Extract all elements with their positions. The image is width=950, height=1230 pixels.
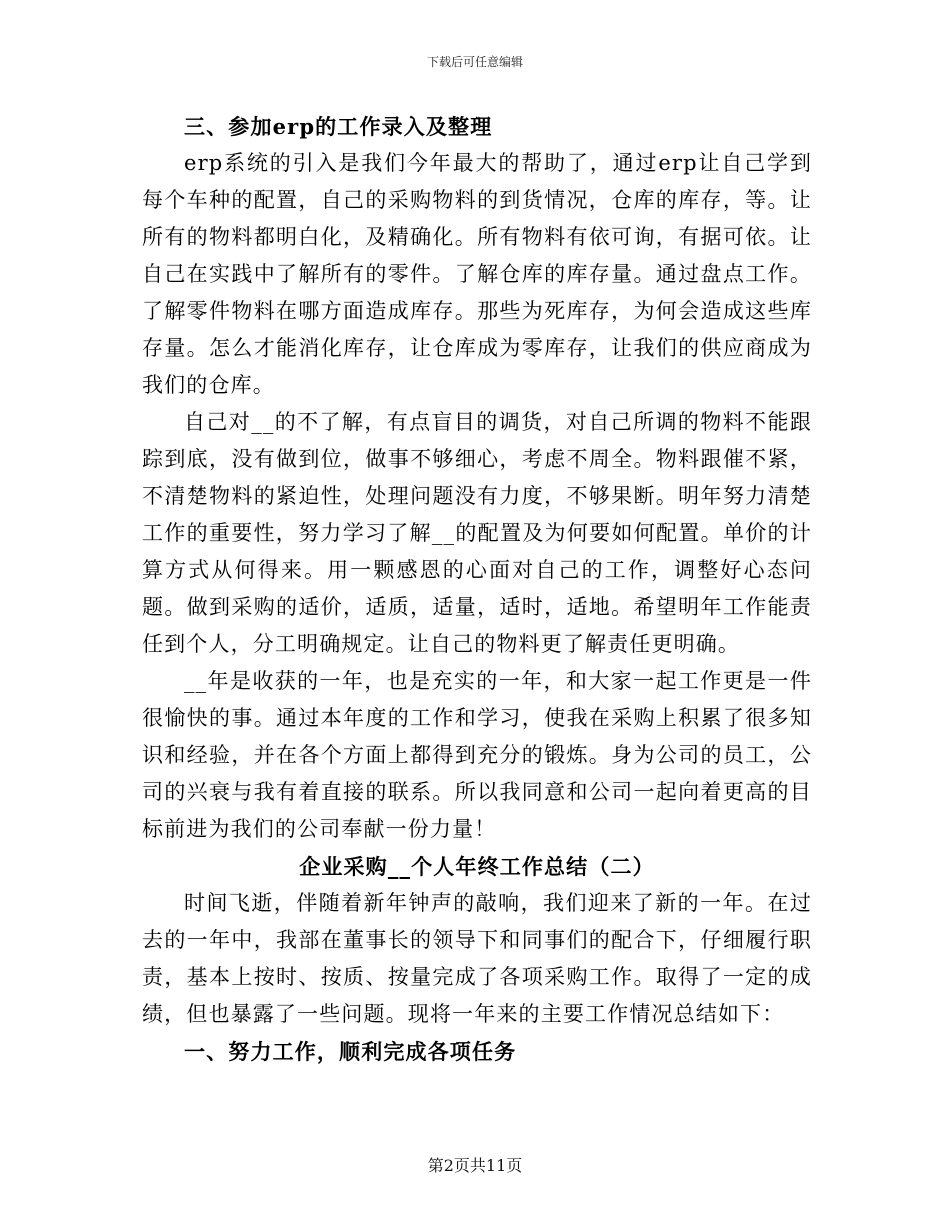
paragraph-intro-summary: 时间飞逝，伴随着新年钟声的敲响，我们迎来了新的一年。在过去的一年中，我部在董事长的领导下和同事们的配合下，仔细履行职责，基本上按时、按质、按量完成了各项采购工作。取得了一定的成绩，但也暴露了一些问题。现将一年来的主要工作情况总结如下： xyxy=(142,891,812,1026)
page-header: 下载后可任意编辑 xyxy=(426,55,523,69)
paragraph-self-reflection: 自己对__的不了解，有点盲目的调货，对自己所调的物料不能跟踪到底，没有做到位，做事不够细心，考虑不周全。物料跟催不紧，不清楚物料的紧迫性，处理问题没有力度，不够果断。明年努力清楚工作的重要性，努力学习了解__的配置及为何要如何配置。单价的计算方式从何得来。用一颗感恩的心面对自己的工作，调整好心态问题。做到采购的适价，适质，适量，适时，适地。希望明年工作能责任到个人，分工明确规定。让自己的物料更了解责任更明确。 xyxy=(142,410,812,656)
paragraph-year-harvest: __年是收获的一年，也是充实的一年，和大家一起工作更是一件很愉快的事。通过本年度的工作和学习，使我在采购上积累了很多知识和经验，并在各个方面上都得到充分的锻炼。身为公司的员工，公司的兴衰与我有着直接的联系。所以我同意和公司一起向着更高的目标前进为我们的公司奉献一份力量！ xyxy=(142,669,812,841)
paragraph-erp-system: erp系统的引入是我们今年最大的帮助了，通过erp让自己学到每个车种的配置，自己的采购物料的到货情况，仓库的库存，等。让所有的物料都明白化，及精确化。所有物料有依可询，有据可依。让自己在实践中了解所有的零件。了解仓库的库存量。通过盘点工作。了解零件物料在哪方面造成库存。那些为死库存，为何会造成这些库存量。怎么才能消化库存，让仓库成为零库存，让我们的供应商成为我们的仓库。 xyxy=(142,151,812,397)
page-number: 第2页共11页 xyxy=(427,1156,523,1175)
section-heading-work-hard: 一、努力工作，顺利完成各项任务 xyxy=(184,1039,517,1064)
section-heading-erp: 三、参加erp的工作录入及整理 xyxy=(184,114,493,139)
document-body xyxy=(142,108,812,1070)
document-section-title: 企业采购__个人年终工作总结（二） xyxy=(299,854,655,879)
